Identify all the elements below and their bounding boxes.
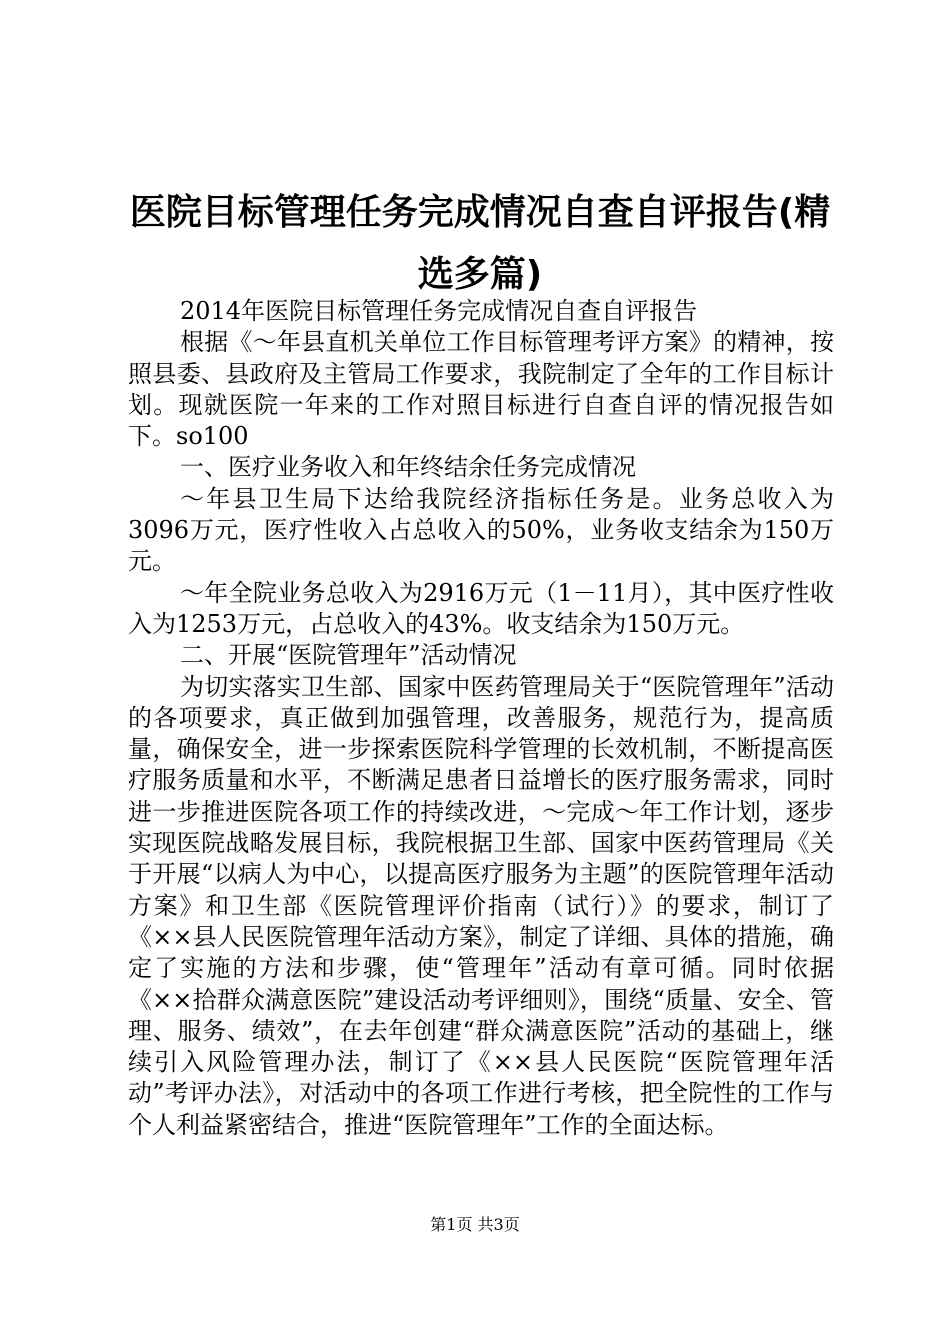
section-heading-1: 一、医疗业务收入和年终结余任务完成情况 xyxy=(180,453,636,482)
report-subtitle: 2014年医院目标管理任务完成情况自查自评报告 xyxy=(180,297,698,325)
page-footer: 第1页 共3页 xyxy=(430,1215,520,1234)
section-1-paragraph-1: ～年县卫生局下达给我院经济指标任务是。业务总收入为3096万元，医疗性收入占总收入的50%，业务收支结余为150万元。 xyxy=(128,484,834,576)
document-title: 医院目标管理任务完成情况自查自评报告(精选多篇) xyxy=(129,192,831,295)
document-body xyxy=(128,296,834,1141)
section-2-paragraph-1: 为切实落实卫生部、国家中医药管理局关于“医院管理年”活动的各项要求，真正做到加强管理，改善服务，规范行为，提高质量，确保安全，进一步探索医院科学管理的长效机制，不断提高医疗服务质量和水平，不断满足患者日益增长的医疗服务需求，同时进一步推进医院各项工作的持续改进，～完成～年工作计划，逐步实现医院战略发展目标，我院根据卫生部、国家中医药管理局《关于开展“以病人为中心，以提高医疗服务为主题”的医院管理年活动方案》和卫生部《医院管理评价指南（试行）》的要求，制订了《××县人民医院管理年活动方案》，制定了详细、具体的措施，确定了实施的方法和步骤，使“管理年”活动有章可循。同时依据《××拾群众满意医院”建设活动考评细则》，围绕“质量、安全、管理、服务、绩效”，在去年创建“群众满意医院”活动的基础上，继续引入风险管理办法，制订了《××县人民医院“医院管理年活动”考评办法》，对活动中的各项工作进行考核，把全院性的工作与个人利益紧密结合，推进“医院管理年”工作的全面达标。 xyxy=(128,672,834,1139)
intro-paragraph: 根据《～年县直机关单位工作目标管理考评方案》的精神，按照县委、县政府及主管局工作要求，我院制定了全年的工作目标计划。现就医院一年来的工作对照目标进行自查自评的情况报告如下。so100 xyxy=(128,328,834,451)
section-1-paragraph-2: ～年全院业务总收入为2916万元（1－11月），其中医疗性收入为1253万元，占总收入的43%。收支结余为150万元。 xyxy=(128,578,834,638)
section-heading-2: 二、开展“医院管理年”活动情况 xyxy=(180,641,517,670)
